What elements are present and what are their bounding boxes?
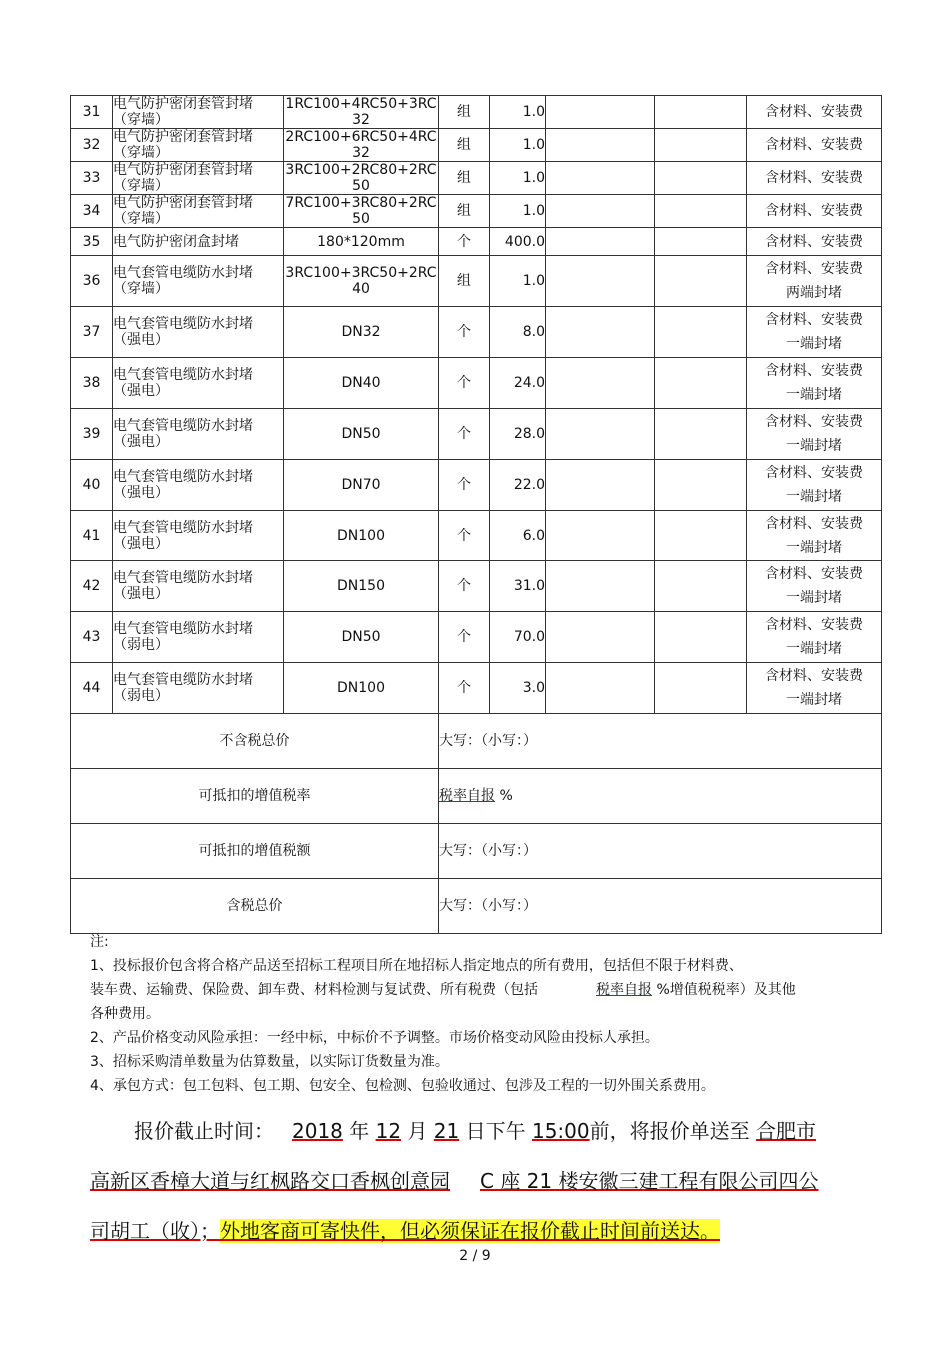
item-spec-line-1: 7RC100+3RC80+2RC <box>285 195 437 211</box>
total-price-cell <box>655 195 747 228</box>
item-name <box>113 663 284 714</box>
row-number: 39 <box>71 409 113 460</box>
deadline-paragraph <box>90 1106 880 1256</box>
item-quantity: 6.0 <box>490 511 546 561</box>
item-remark-line-1: 含材料、安装费 <box>765 104 863 120</box>
table-row <box>71 228 882 256</box>
item-remark <box>747 409 882 460</box>
item-spec-line-1: 2RC100+6RC50+4RC <box>285 129 437 145</box>
item-name-line-1: 电气套管电缆防水封堵 <box>113 570 253 586</box>
item-remark-line-1: 含材料、安装费 <box>765 566 863 582</box>
note-1-tax-rate: 税率自报 <box>596 982 652 998</box>
item-name <box>113 460 284 511</box>
item-remark-line-2: 一端封堵 <box>786 387 842 403</box>
item-remark <box>747 195 882 228</box>
notes <box>90 930 870 1098</box>
item-remark <box>747 96 882 129</box>
unit-price-cell <box>546 460 655 511</box>
item-spec <box>284 460 439 511</box>
item-name <box>113 162 284 195</box>
item-name-line-1: 电气套管电缆防水封堵 <box>113 316 253 332</box>
item-unit: 个 <box>439 663 490 714</box>
note-1-line-2 <box>90 978 870 1002</box>
deadline-day: 21 <box>433 1119 460 1143</box>
item-name-line-1: 电气套管电缆防水封堵 <box>113 418 253 434</box>
item-name <box>113 511 284 561</box>
item-name-line-2: （强电） <box>113 332 169 348</box>
table-row <box>71 663 882 714</box>
row-number: 43 <box>71 612 113 663</box>
item-quantity: 22.0 <box>490 460 546 511</box>
item-name <box>113 228 284 256</box>
item-unit: 个 <box>439 358 490 409</box>
row-number: 41 <box>71 511 113 561</box>
item-remark-line-1: 含材料、安装费 <box>765 414 863 430</box>
tax-rate-self-report: 税率自报 <box>439 788 495 804</box>
unit-price-cell <box>546 195 655 228</box>
item-quantity: 28.0 <box>490 409 546 460</box>
item-remark <box>747 256 882 307</box>
item-name <box>113 612 284 663</box>
total-price-cell <box>655 162 747 195</box>
item-remark-line-2: 一端封堵 <box>786 489 842 505</box>
item-remark-line-2: 一端封堵 <box>786 539 842 556</box>
deadline-highlighted-note: 外地客商可寄快件，但必须保证在报价截止时间前送达。 <box>220 1219 720 1243</box>
item-remark <box>747 663 882 714</box>
item-remark <box>747 561 882 612</box>
item-remark <box>747 511 882 561</box>
row-number: 36 <box>71 256 113 307</box>
item-remark-line-1: 含材料、安装费 <box>765 233 863 250</box>
item-remark <box>747 358 882 409</box>
total-price-cell <box>655 358 747 409</box>
item-spec <box>284 409 439 460</box>
total-price-cell <box>655 228 747 256</box>
item-quantity: 1.0 <box>490 162 546 195</box>
item-name-line-1: 电气防护密闭套管封堵 <box>113 96 253 112</box>
item-spec <box>284 96 439 129</box>
summary-row-total-with-tax <box>71 879 882 934</box>
item-quantity: 1.0 <box>490 96 546 129</box>
item-name-line-1: 电气套管电缆防水封堵 <box>113 367 253 383</box>
item-remark <box>747 162 882 195</box>
item-name-line-2: （强电） <box>113 586 169 602</box>
item-name-line-1: 电气防护密闭套管封堵 <box>113 162 253 178</box>
deadline-address-2: 高新区香樟大道与红枫路交口香枫创意园 <box>90 1169 450 1193</box>
item-name-line-2: （穿墙） <box>113 112 169 128</box>
total-price-cell <box>655 460 747 511</box>
item-spec <box>284 307 439 358</box>
item-name-line-2: （强电） <box>113 434 169 450</box>
deadline-day-unit: 日下午 <box>465 1119 526 1143</box>
item-name-line-1: 电气防护密闭套管封堵 <box>113 129 253 145</box>
row-number: 44 <box>71 663 113 714</box>
item-quantity: 1.0 <box>490 256 546 307</box>
item-spec <box>284 195 439 228</box>
item-spec-line-2: 32 <box>352 145 370 161</box>
item-name-line-2: （穿墙） <box>113 211 169 227</box>
item-name <box>113 256 284 307</box>
summary-row-vat-rate <box>71 769 882 824</box>
item-spec-line-2: 50 <box>352 178 370 194</box>
item-spec-line-1: DN40 <box>341 375 381 391</box>
item-remark-line-2: 一端封堵 <box>786 641 842 657</box>
table-row <box>71 460 882 511</box>
item-name-line-1: 电气套管电缆防水封堵 <box>113 621 253 637</box>
unit-price-cell <box>546 256 655 307</box>
summary-label: 含税总价 <box>71 879 439 934</box>
table-row <box>71 409 882 460</box>
item-unit: 个 <box>439 511 490 561</box>
percent-sign: % <box>495 788 513 804</box>
item-name <box>113 96 284 129</box>
item-spec-line-1: DN150 <box>337 578 385 594</box>
total-price-cell <box>655 129 747 162</box>
summary-label: 不含税总价 <box>71 714 439 769</box>
item-unit: 组 <box>439 195 490 228</box>
item-spec-line-2: 50 <box>352 211 370 227</box>
summary-label: 可抵扣的增值税率 <box>71 769 439 824</box>
row-number: 34 <box>71 195 113 228</box>
page-number: 2 / 9 <box>459 1248 491 1264</box>
item-spec <box>284 228 439 256</box>
unit-price-cell <box>546 358 655 409</box>
unit-price-cell <box>546 96 655 129</box>
item-quantity: 1.0 <box>490 195 546 228</box>
total-price-cell <box>655 612 747 663</box>
item-quantity: 70.0 <box>490 612 546 663</box>
item-remark <box>747 460 882 511</box>
item-name-line-1: 电气套管电缆防水封堵 <box>113 469 253 485</box>
item-quantity: 24.0 <box>490 358 546 409</box>
deadline-month-unit: 月 <box>407 1119 428 1143</box>
item-name-line-2: （穿墙） <box>113 281 169 297</box>
item-name-line-2: （强电） <box>113 383 169 399</box>
row-number: 37 <box>71 307 113 358</box>
item-spec <box>284 129 439 162</box>
item-quantity: 400.0 <box>490 228 546 256</box>
deadline-month: 12 <box>375 1119 402 1143</box>
unit-price-cell <box>546 409 655 460</box>
note-1-line-1: 1、投标报价包含将合格产品送至招标工程项目所在地招标人指定地点的所有费用，包括但不限于材料费、 <box>90 958 743 974</box>
deadline-year: 2018 <box>292 1119 343 1143</box>
deadline-address-3: C 座 21 楼安徽三建工程有限公司四公 <box>480 1169 819 1193</box>
item-unit: 个 <box>439 612 490 663</box>
item-name-line-1: 电气防护密闭盒封堵 <box>113 233 239 250</box>
item-remark-line-2: 两端封堵 <box>786 285 842 301</box>
item-remark-line-1: 含材料、安装费 <box>765 515 863 532</box>
item-unit: 组 <box>439 96 490 129</box>
item-spec-line-2: 40 <box>352 281 370 297</box>
item-name-line-2: （弱电） <box>113 637 169 653</box>
item-unit: 个 <box>439 460 490 511</box>
note-4: 4、承包方式：包工包料、包工期、包安全、包检测、包验收通过、包涉及工程的一切外围关系费用。 <box>90 1078 715 1094</box>
item-unit: 个 <box>439 307 490 358</box>
item-unit: 组 <box>439 256 490 307</box>
item-spec <box>284 612 439 663</box>
table-row <box>71 129 882 162</box>
item-name <box>113 129 284 162</box>
summary-row-pretax-total <box>71 714 882 769</box>
item-name-line-2: （强电） <box>113 485 169 501</box>
unit-price-cell <box>546 162 655 195</box>
row-number: 33 <box>71 162 113 195</box>
item-remark-line-1: 含材料、安装费 <box>765 465 863 481</box>
item-name-line-2: （弱电） <box>113 688 169 704</box>
price-table <box>70 95 882 934</box>
item-name-line-1: 电气套管电缆防水封堵 <box>113 265 253 281</box>
row-number: 32 <box>71 129 113 162</box>
item-name <box>113 561 284 612</box>
item-spec-line-1: DN100 <box>337 527 385 544</box>
total-price-cell <box>655 409 747 460</box>
unit-price-cell <box>546 612 655 663</box>
unit-price-cell <box>546 129 655 162</box>
total-price-cell <box>655 256 747 307</box>
item-name-line-2: （强电） <box>113 535 169 552</box>
unit-price-cell <box>546 228 655 256</box>
summary-row-vat-amount <box>71 824 882 879</box>
item-spec-line-1: DN50 <box>341 426 381 442</box>
item-remark <box>747 307 882 358</box>
item-remark-line-2: 一端封堵 <box>786 590 842 606</box>
item-remark-line-1: 含材料、安装费 <box>765 137 863 153</box>
deadline-year-unit: 年 <box>349 1119 370 1143</box>
unit-price-cell <box>546 511 655 561</box>
total-price-cell <box>655 307 747 358</box>
item-name <box>113 195 284 228</box>
row-number: 31 <box>71 96 113 129</box>
summary-value: 大写：（小写：） <box>439 879 882 934</box>
item-spec <box>284 162 439 195</box>
item-spec-line-1: DN70 <box>341 477 381 493</box>
item-unit: 个 <box>439 409 490 460</box>
table-row <box>71 256 882 307</box>
row-number: 40 <box>71 460 113 511</box>
notes-heading: 注: <box>90 934 109 950</box>
table-row <box>71 307 882 358</box>
item-spec <box>284 358 439 409</box>
unit-price-cell <box>546 307 655 358</box>
table-row <box>71 96 882 129</box>
deadline-line-1 <box>90 1106 880 1156</box>
note-3: 3、招标采购清单数量为估算数量，以实际订货数量为准。 <box>90 1054 449 1070</box>
item-name-line-1: 电气防护密闭套管封堵 <box>113 195 253 211</box>
item-spec-line-1: 180*120mm <box>317 233 405 250</box>
item-remark <box>747 228 882 256</box>
item-spec <box>284 511 439 561</box>
item-remark-line-1: 含材料、安装费 <box>765 261 863 277</box>
item-remark-line-2: 一端封堵 <box>786 438 842 454</box>
item-quantity: 31.0 <box>490 561 546 612</box>
item-unit: 组 <box>439 162 490 195</box>
unit-price-cell <box>546 561 655 612</box>
table-row <box>71 612 882 663</box>
summary-value <box>439 769 882 824</box>
item-spec <box>284 663 439 714</box>
item-remark-line-1: 含材料、安装费 <box>765 668 863 684</box>
item-name-line-2: （穿墙） <box>113 145 169 161</box>
total-price-cell <box>655 96 747 129</box>
unit-price-cell <box>546 663 655 714</box>
total-price-cell <box>655 561 747 612</box>
note-2: 2、产品价格变动风险承担：一经中标，中标价不予调整。市场价格变动风险由投标人承担。 <box>90 1030 659 1046</box>
deadline-after-time: 前，将报价单送至 <box>589 1119 750 1143</box>
item-quantity: 3.0 <box>490 663 546 714</box>
item-name <box>113 409 284 460</box>
total-price-cell <box>655 511 747 561</box>
item-remark <box>747 129 882 162</box>
deadline-line-2 <box>90 1156 880 1206</box>
summary-label: 可抵扣的增值税额 <box>71 824 439 879</box>
item-name-line-1: 电气套管电缆防水封堵 <box>113 519 253 536</box>
item-name <box>113 358 284 409</box>
deadline-address-1: 合肥市 <box>755 1119 816 1143</box>
item-spec-line-1: DN32 <box>341 324 381 340</box>
item-spec-line-1: 3RC100+2RC80+2RC <box>285 162 437 178</box>
item-spec-line-1: 1RC100+4RC50+3RC <box>285 96 437 112</box>
table-row <box>71 195 882 228</box>
item-remark-line-1: 含材料、安装费 <box>765 363 863 379</box>
deadline-time: 15:00 <box>531 1119 590 1143</box>
item-remark-line-2: 一端封堵 <box>786 336 842 352</box>
row-number: 38 <box>71 358 113 409</box>
deadline-lead: 报价截止时间： <box>134 1119 274 1143</box>
summary-value: 大写：（小写：） <box>439 824 882 879</box>
table-row <box>71 511 882 561</box>
item-remark-line-1: 含材料、安装费 <box>765 203 863 219</box>
table-row <box>71 561 882 612</box>
item-remark-line-1: 含材料、安装费 <box>765 170 863 186</box>
item-spec <box>284 256 439 307</box>
row-number: 35 <box>71 228 113 256</box>
item-spec-line-1: DN50 <box>341 629 381 645</box>
item-spec-line-2: 32 <box>352 112 370 128</box>
item-remark-line-1: 含材料、安装费 <box>765 617 863 633</box>
item-unit: 个 <box>439 228 490 256</box>
row-number: 42 <box>71 561 113 612</box>
item-quantity: 1.0 <box>490 129 546 162</box>
note-1-line-3: 各种费用。 <box>90 1006 160 1022</box>
item-spec-line-1: 3RC100+3RC50+2RC <box>285 265 437 281</box>
item-unit: 组 <box>439 129 490 162</box>
table-row <box>71 358 882 409</box>
item-quantity: 8.0 <box>490 307 546 358</box>
note-1-text: 装车费、运输费、保险费、卸车费、材料检测与复试费、所有税费（包括 <box>90 982 538 998</box>
item-name-line-2: （穿墙） <box>113 178 169 194</box>
table-row <box>71 162 882 195</box>
item-spec <box>284 561 439 612</box>
item-remark-line-2: 一端封堵 <box>786 692 842 708</box>
note-1-text-tail: %增值税税率）及其他 <box>652 982 796 998</box>
summary-value: 大写：（小写：） <box>439 714 882 769</box>
item-remark-line-1: 含材料、安装费 <box>765 312 863 328</box>
item-unit: 个 <box>439 561 490 612</box>
item-name <box>113 307 284 358</box>
item-spec-line-1: DN100 <box>337 680 385 696</box>
total-price-cell <box>655 663 747 714</box>
item-remark <box>747 612 882 663</box>
item-name-line-1: 电气套管电缆防水封堵 <box>113 672 253 688</box>
deadline-address-4: 司胡工（收）； <box>90 1219 220 1243</box>
